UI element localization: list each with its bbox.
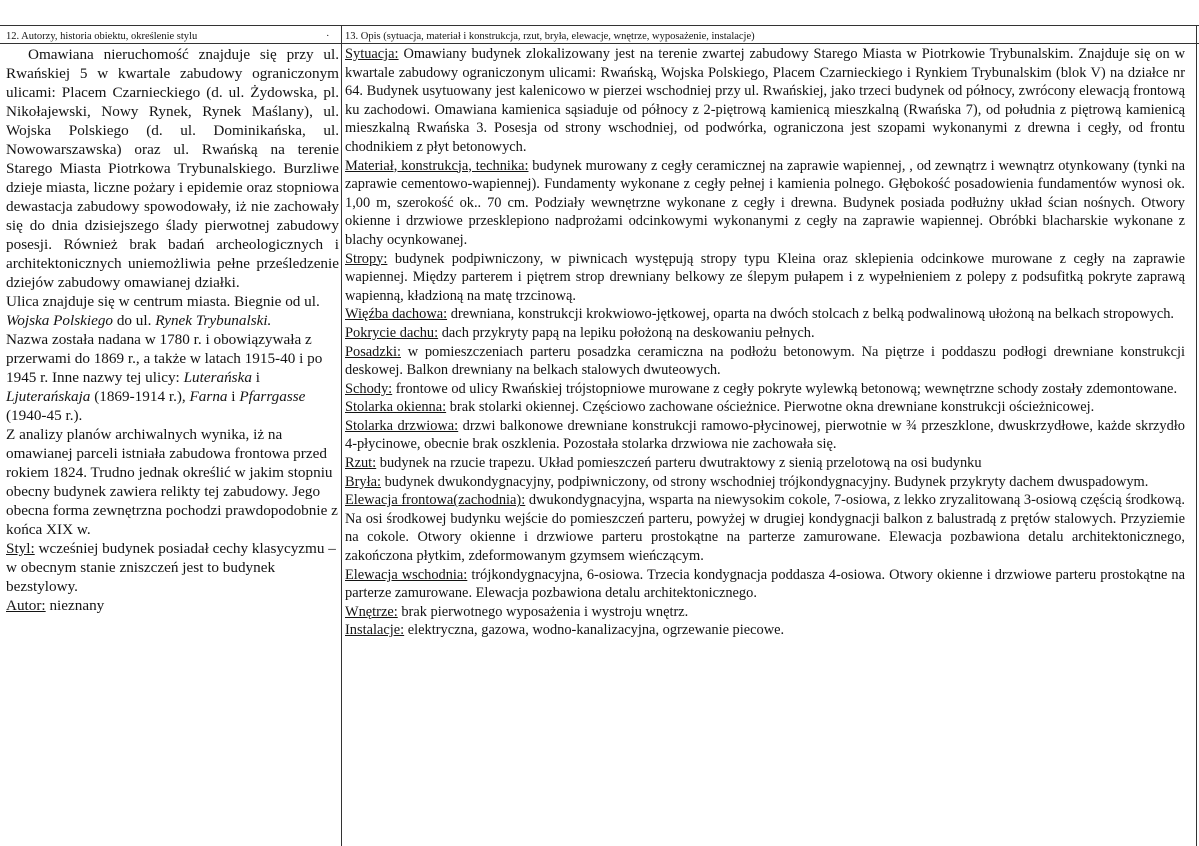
author-paragraph: [6, 596, 339, 615]
history-p3-years1: (1869-1914 r.),: [90, 388, 190, 405]
history-p3-name3: Farna: [189, 388, 228, 405]
author-label: Autor:: [6, 597, 46, 614]
right-edge: [1196, 25, 1197, 846]
history-p2-street1: Wojska Polskiego: [6, 312, 114, 329]
style-label: Styl:: [6, 540, 35, 557]
history-p3-years2: (1940-45 r.).: [6, 407, 83, 424]
section-text: trójkondygnacyjna, 6-osiowa. Trzecia kondygnacja poddasza 4-osiowa. Otwory okienne i drzwiowe parteru prostokątne na parterze zamurowane. Elewacja pozbawiona detalu architektonicznego.: [345, 566, 1186, 602]
history-p3-text: Nazwa została nadana w 1780 r. i obowiązywała z przerwami do 1869 r., a także w latach 1915-40 i po 1945 r. Inne nazwy tej ulicy:: [6, 331, 323, 386]
section-label: Stolarka okienna:: [345, 399, 447, 416]
section-text: drewniana, konstrukcji krokwiowo-jętkowej, oparta na dwóch stolcach z belką podwalinową ułożoną na belkach stropowych.: [447, 306, 1175, 323]
section-label: Elewacja frontowa(zachodnia):: [345, 492, 526, 509]
history-paragraph-2: [6, 292, 339, 330]
style-text: wcześniej budynek posiadał cechy klasycyzmu – w obecnym stanie zniszczeń jest to budynek bezstylowy.: [6, 540, 336, 595]
section-label: Materiał, konstrukcja, technika:: [345, 157, 529, 174]
history-column: [6, 45, 339, 615]
section-label: Elewacja wschodnia:: [345, 566, 468, 583]
top-border: [0, 25, 1199, 26]
history-p3-name4: Pfarrgasse: [239, 388, 306, 405]
section-text: elektryczna, gazowa, wodno-kanalizacyjna, ogrzewanie piecowe.: [404, 622, 785, 639]
history-p3-name1: Luterańska: [183, 369, 252, 386]
section-interior: [345, 603, 1185, 622]
section-label: Więźba dachowa:: [345, 306, 448, 323]
section-roof-covering: [345, 324, 1185, 343]
section-text: budynek podpiwniczony, w piwnicach występują stropy typu Kleina oraz sklepienia odcinkowe murowane z cegły na zaprawie wapiennej. Między parterem i piętrem strop drewniany belkowy ze ślepym pułapem i z wypełnieniem z polepy z podsufitką pokryte zaprawą wapienną, kładzioną na matę trzcinową.: [345, 250, 1185, 304]
description-column: [345, 45, 1185, 640]
history-paragraph-3: [6, 330, 339, 425]
section-stairs: [345, 380, 1185, 399]
history-p3-and1: i: [251, 369, 260, 386]
section-roof-truss: [345, 305, 1185, 324]
section-text: brak stolarki okiennej. Częściowo zachowane ościeżnice. Pierwotne okna drewniane konstrukcji ościeżnicowej.: [446, 399, 1095, 416]
section-installations: [345, 621, 1185, 640]
section-text: Omawiany budynek zlokalizowany jest na terenie zwartej zabudowy Starego Miasta w Piotrkowie Trybunalskim. Znajduje się on w kwartale zabudowy ograniczonym ulicami: Rwańską, Wojska Polskiego, Placem Czarnieckiego i Rynkiem Trybunalskim (blok V) na działce nr 64. Budynek usytuowany jest kalenicowo w pierzei wschodniej przy ul. Rwańskiej, jako trzeci budynek od północy, zwrócony elewacją frontową ku zachodowi. Omawiana kamienica sąsiaduje od północy z 2-piętrową kamienicą mieszkalną (Rwańska 7), od południa z piętrową kamienicą mieszkalną Rwańska 3. Posesja od strony wschodniej, od podwórka, ograniczona jest szopami wykonanymi z drewna i cegły, od frontu chodnikiem z płyt betonowych.: [345, 46, 1185, 155]
section-east-elevation: [345, 566, 1185, 603]
section-doors: [345, 417, 1185, 454]
section-label: Rzut:: [345, 455, 377, 472]
section-label: Wnętrze:: [345, 603, 398, 620]
section-label: Instalacje:: [345, 622, 405, 639]
section-label: Stropy:: [345, 250, 388, 267]
section-ceilings: [345, 250, 1185, 306]
section-label: Posadzki:: [345, 343, 401, 360]
section-windows: [345, 398, 1185, 417]
section-massing: [345, 473, 1185, 492]
section-label: Schody:: [345, 380, 393, 397]
section-plan: [345, 454, 1185, 473]
history-p2-street2: Rynek Trybunalski.: [155, 312, 272, 329]
header-left: 12. Autorzy, historia obiektu, określenie stylu: [6, 31, 198, 42]
section-text: frontowe od ulicy Rwańskiej trójstopniowe murowane z cegły pokryte wylewką betonową; wewnętrzne schody zostały zdemontowane.: [392, 380, 1178, 397]
history-p2-text: Ulica znajduje się w centrum miasta. Biegnie od ul.: [6, 293, 320, 310]
section-text: dwukondygnacyjna, wsparta na niewysokim cokole, 7-osiowa, z lekko zryzalitowaną 3-osiową częścią środkową. Na osi środkowej budynku wejście do pomieszczeń parteru, powyżej w drugiej kondygnacji balkon z balustradą z prętów stalowych. Przyziemie na cokole. Otwory okienne i drzwiowe parteru prostokątne na parterze zamurowane. Elewacja pozbawiona detalu architektonicznego, zakończona płytkim, zdeformowanym gzymsem wieńczącym.: [345, 492, 1185, 565]
section-text: brak pierwotnego wyposażenia i wystroju wnętrz.: [397, 603, 689, 620]
section-label: Sytuacja:: [345, 46, 399, 62]
history-p3-and2: i: [227, 388, 240, 405]
section-label: Bryła:: [345, 473, 381, 490]
section-label: Stolarka drzwiowa:: [345, 417, 459, 434]
section-label: Pokrycie dachu:: [345, 324, 439, 341]
header-right: 13. Opis (sytuacja, materiał i konstrukcja, rzut, bryła, elewacje, wnętrze, wyposażenie, instalacje): [345, 31, 755, 42]
section-text: dach przykryty papą na lepiku położoną na deskowaniu pełnych.: [438, 324, 815, 341]
header-divider: [0, 43, 1199, 44]
header-dot: ·: [326, 31, 330, 42]
section-front-elevation: [345, 491, 1185, 565]
section-floors: [345, 343, 1185, 380]
style-paragraph: [6, 539, 339, 596]
section-text: budynek murowany z cegły ceramicznej na zaprawie wapiennej, , od zewnątrz i wewnątrz otynkowany (tynki na zaprawie cementowo-wapiennej). Fundamenty wykonane z cegły pełnej i kamienia polnego. Głębokość posadowienia fundamentów wynosi ok. 1,00 m, szerokość ok.. 70 cm. Podziały wewnętrzne wykonane z cegły i drewna. Budynek posiada podłużny układ ścian nośnych. Otwory okienne i drzwiowe przesklepiono nadprożami odcinkowymi wykonanymi z cegły na zaprawie wapiennej. Obróbki blacharskie wykonane z blachy ocynkowanej.: [345, 157, 1185, 248]
section-material: [345, 157, 1185, 250]
history-p2-text2: do ul.: [113, 312, 156, 329]
column-divider: [341, 25, 342, 846]
section-text: budynek dwukondygnacyjny, podpiwniczony, od strony wschodniej trójkondygnacyjny. Budynek przykryty dachem dwuspadowym.: [380, 473, 1149, 490]
author-text: nieznany: [45, 597, 105, 614]
section-text: drzwi balkonowe drewniane konstrukcji ramowo-płycinowej, pierwotnie w ¾ przeszklone, dwuskrzydłowe, każde skrzydło 4-płycinowe, obecnie brak oszklenia. Pozostała stolarka drzwiowa nie zachowała się.: [345, 417, 1185, 453]
section-text: budynek na rzucie trapezu. Układ pomieszczeń parteru dwutraktowy z sienią przelotową na osi budynku: [376, 455, 982, 472]
history-p3-name2: Ljuterańskaja: [6, 388, 91, 405]
section-situation: [345, 45, 1185, 157]
history-paragraph-4: Z analizy planów archiwalnych wynika, iż na omawianej parceli istniała zabudowa frontowa przed rokiem 1824. Trudno jednak określić w jakim stopniu obecny budynek zawiera relikty tej zabudowy. Jego obecna forma zewnętrzna pochodzi prawdopodobnie z końca XIX w.: [6, 426, 338, 538]
section-text: w pomieszczeniach parteru posadzka ceramiczna na podłożu betonowym. Na piętrze i poddaszu podłogi drewniane konstrukcji deskowej. Balkon drewniany na belkach stalowych dwuteowych.: [345, 343, 1185, 379]
history-paragraph-1: Omawiana nieruchomość znajduje się przy ul. Rwańskiej 5 w kwartale zabudowy ograniczonym ulicami: Placem Czarnieckiego (d. ul. Żydowska, pl. Nikołajewski, Nowy Rynek, Rynek Maślany), ul. Wojska Polskiego (d. ul. Dominikańska, ul. Nowowarszawska) oraz ul. Rwańską na terenie Starego Miasta Piotrkowa Trybunalskiego. Burzliwe dzieje miasta, liczne pożary i epidemie oraz stopniowa dewastacja zabudowy spowodowały, iż nie zachowały się do dnia dzisiejszego ślady pierwotnej zabudowy posesji. Również brak badań archeologicznych i architektonicznych uniemożliwia pełne prześledzenie dziejów zabudowy omawianej działki.: [6, 46, 339, 291]
